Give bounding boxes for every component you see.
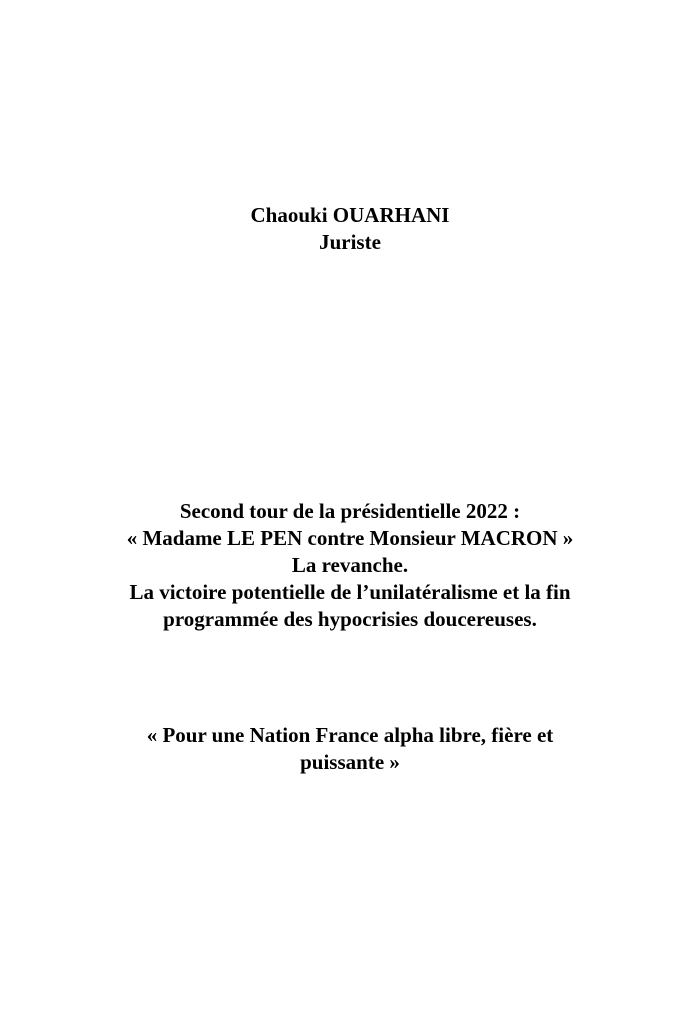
author-block xyxy=(0,202,700,256)
title-line: programmée des hypocrisies doucereuses. xyxy=(163,607,537,631)
title-line: La revanche. xyxy=(291,553,409,577)
author-role: Juriste xyxy=(319,230,381,254)
title-line: La victoire potentielle de l’unilatéralisme et la fin xyxy=(129,580,571,604)
title-line: « Madame LE PEN contre Monsieur MACRON » xyxy=(126,526,574,550)
title-line: Second tour de la présidentielle 2022 : xyxy=(179,499,521,523)
motto-block xyxy=(0,722,700,776)
document-title xyxy=(0,498,700,633)
motto-line: « Pour une Nation France alpha libre, fière et xyxy=(146,723,554,747)
motto-line: puissante » xyxy=(300,750,400,774)
author-name: Chaouki OUARHANI xyxy=(250,203,450,227)
